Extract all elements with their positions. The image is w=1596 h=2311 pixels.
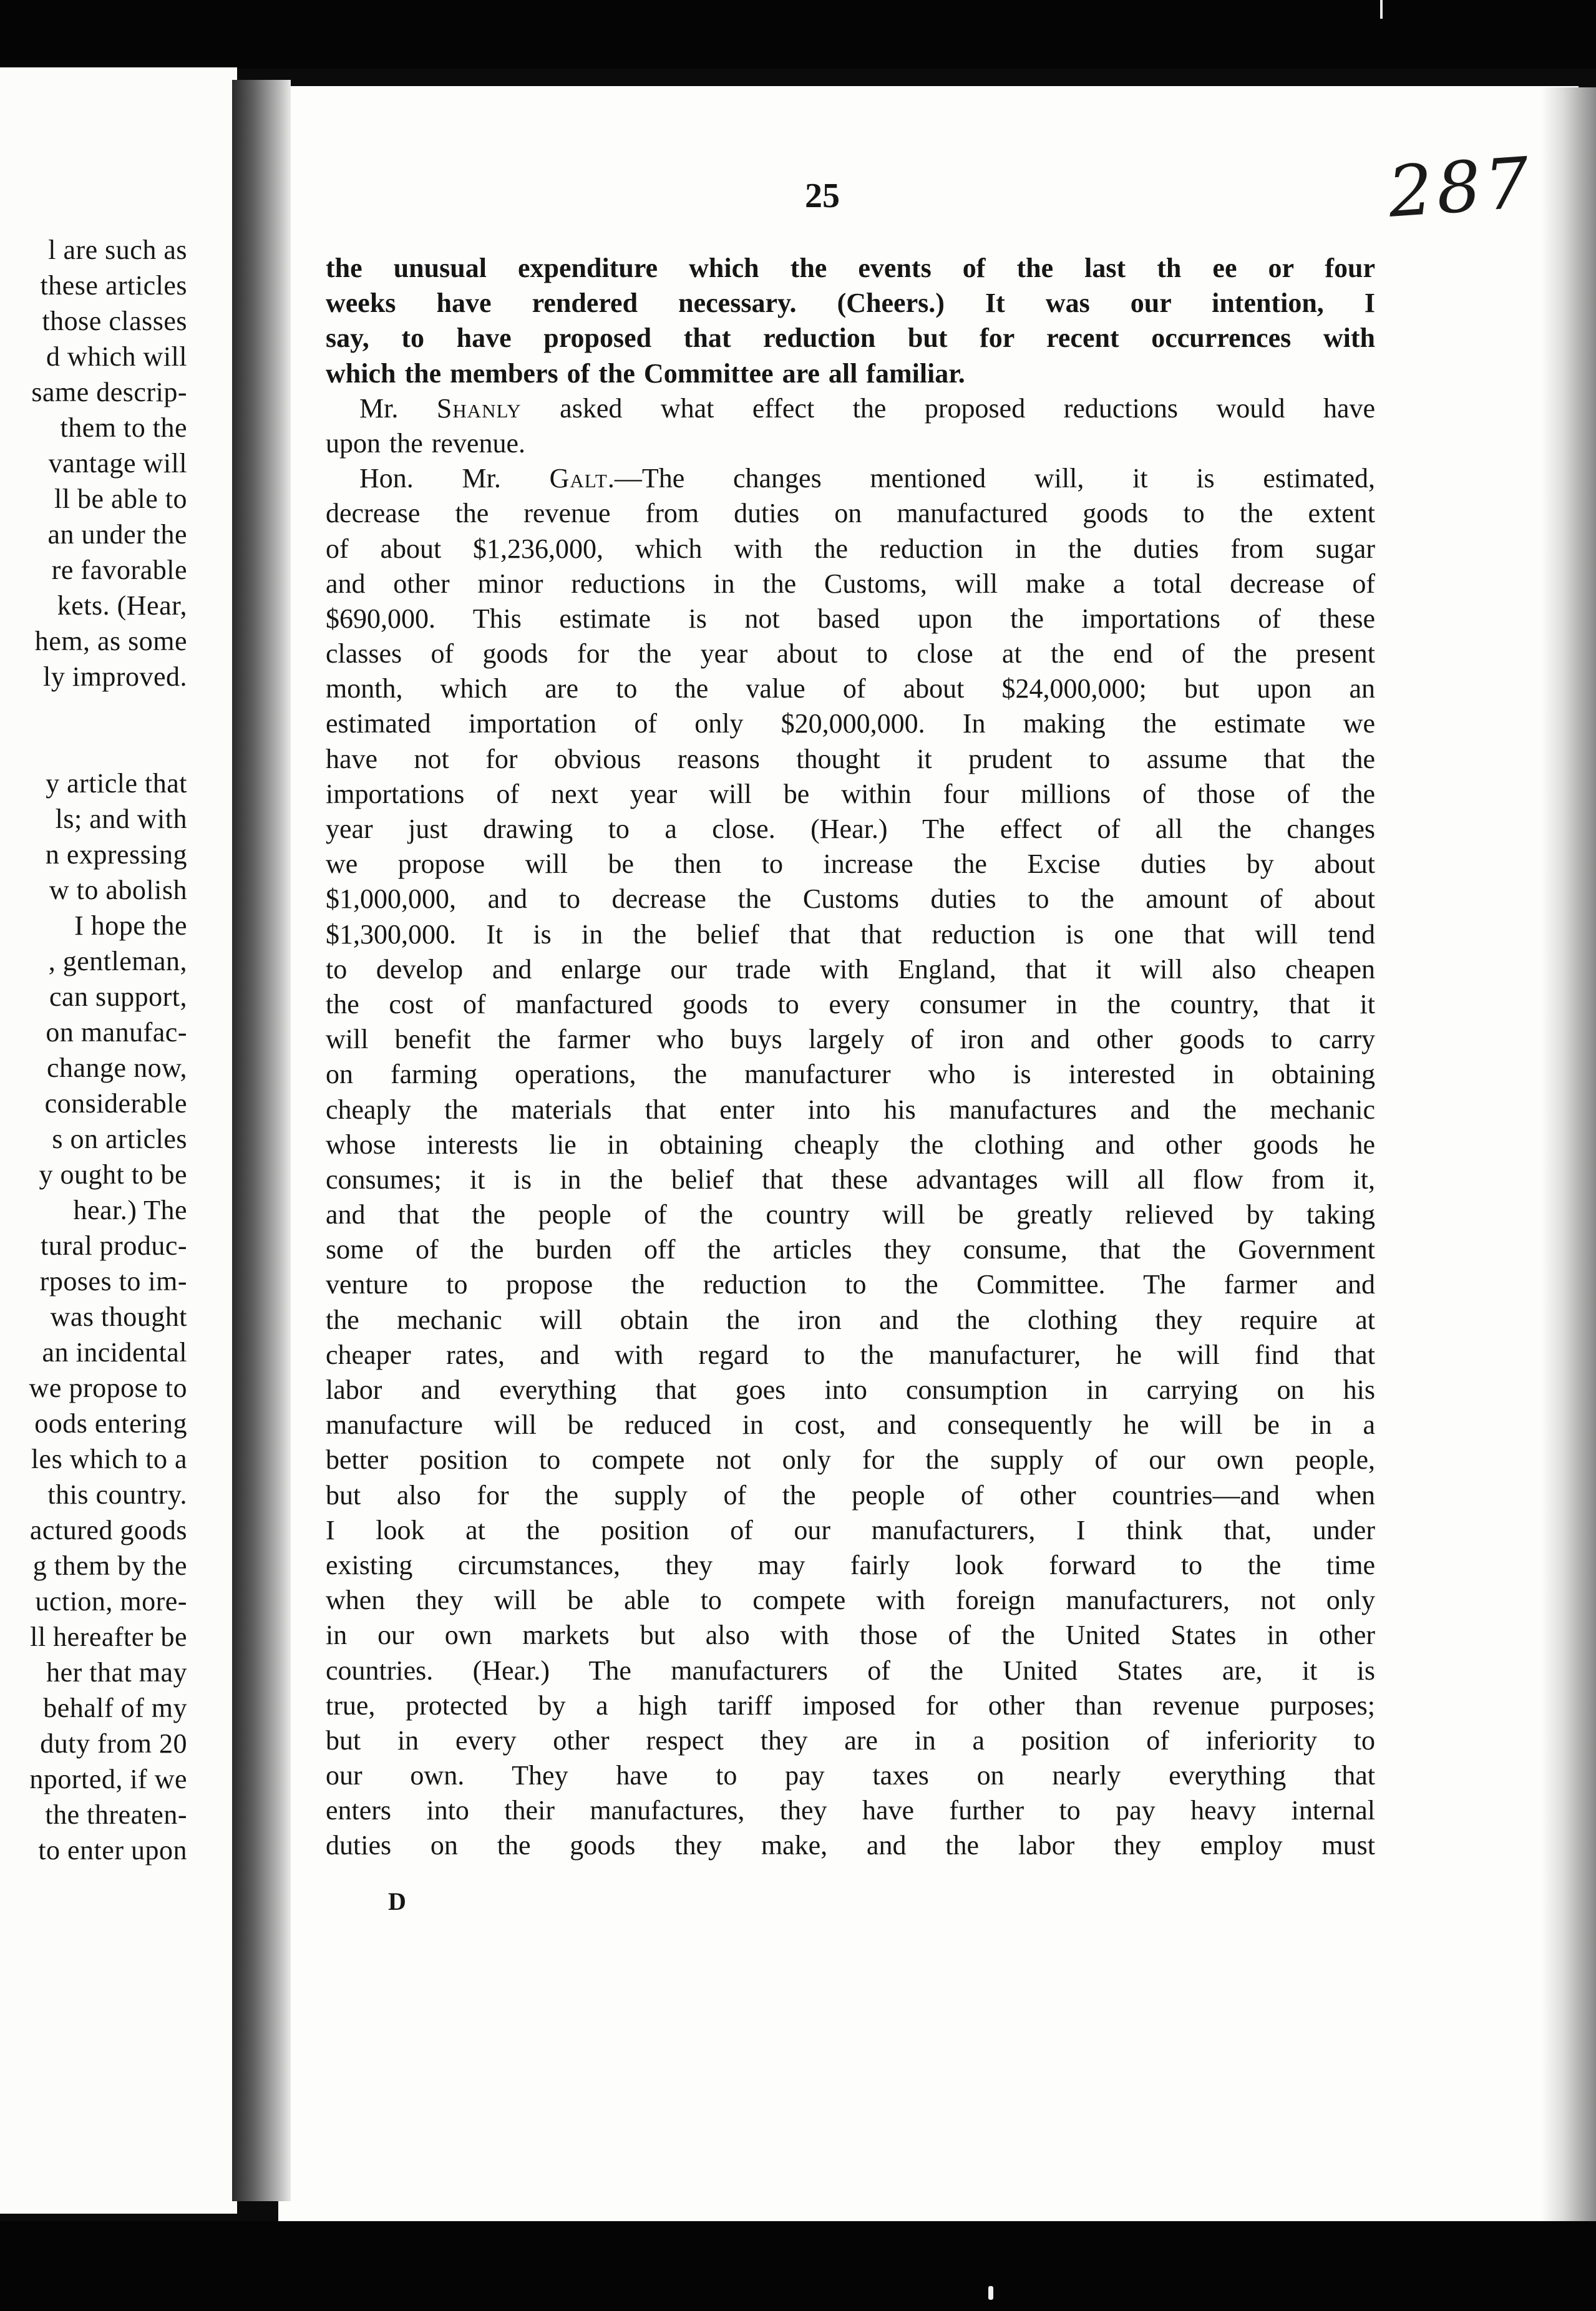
text-line: same descrip- <box>31 377 187 407</box>
text-line: to enter upon <box>38 1835 187 1866</box>
text-line: when they will be able to compete with foreign manufacturers, not only <box>326 1585 1375 1616</box>
text-line: change now, <box>46 1053 187 1083</box>
text-line: better position to compete not only for the supply of our own people, <box>326 1444 1375 1476</box>
text-line: w to abolish <box>49 875 187 905</box>
text-line: venture to propose the reduction to the Committee. The farmer and <box>326 1269 1375 1300</box>
text-line: re favorable <box>51 555 187 585</box>
text-line: l are such as <box>48 235 187 265</box>
text-line: was thought <box>50 1301 187 1332</box>
text-line: y ought to be <box>39 1159 187 1190</box>
text-line: those classes <box>42 306 187 336</box>
text-line: n expressing <box>45 839 187 870</box>
text-line: $1,000,000, and to decrease the Customs duties to the amount of about <box>326 883 1375 915</box>
text-line: decrease the revenue from duties on manufactured goods to the extent <box>326 498 1375 529</box>
text-line: nported, if we <box>29 1764 187 1794</box>
text-line: actured goods <box>29 1515 187 1545</box>
text-line: to develop and enlarge our trade with England, that it will also cheapen <box>326 953 1375 985</box>
text-line: this country. <box>47 1479 187 1510</box>
text-line: on manufac- <box>46 1017 187 1048</box>
text-line: I hope the <box>74 910 187 941</box>
text-line: tural produc- <box>41 1230 187 1261</box>
text-line: can support, <box>49 981 187 1012</box>
text-line: ls; and with <box>55 804 187 834</box>
text-line: uction, more- <box>35 1586 187 1617</box>
text-line: , gentleman, <box>48 946 187 976</box>
text-line: classes of goods for the year about to close at the end of the present <box>326 638 1375 669</box>
text-line: these articles <box>40 270 187 301</box>
text-line: weeks have rendered necessary. (Cheers.) It was our intention, I <box>326 288 1375 319</box>
text-line: true, protected by a high tariff imposed for other than revenue purposes; <box>326 1690 1375 1721</box>
speaker-name: Shanly <box>436 392 522 424</box>
text-line: which the members of the Committee are all familiar. <box>326 358 965 389</box>
text-line <box>0 730 187 766</box>
text-line: the unusual expenditure which the events of the last th ee or four <box>326 253 1375 283</box>
text-line: hem, as some <box>34 626 187 656</box>
text-line: d which will <box>46 341 187 372</box>
scan-speck <box>1380 0 1383 19</box>
text-line: Hon. Mr. Galt.—The changes mentioned will, it is estimated, <box>359 463 1375 494</box>
text-line: existing circumstances, they may fairly look forward to the time <box>326 1549 1375 1580</box>
text-line: les which to a <box>31 1444 187 1474</box>
text-line: labor and everything that goes into consumption in carrying on his <box>326 1374 1375 1405</box>
text-line: s on articles <box>52 1124 187 1154</box>
text-line: upon the revenue. <box>326 427 525 459</box>
page-edge-shadow <box>1541 87 1596 2227</box>
text-line: say, to have proposed that reduction but for recent occurrences with <box>326 323 1375 354</box>
text-line: ll be able to <box>54 484 187 514</box>
text-line: ll hereafter be <box>30 1622 187 1652</box>
text-line: of about $1,236,000, which with the reduction in the duties from sugar <box>326 533 1375 564</box>
text-line: kets. (Hear, <box>57 590 187 621</box>
text-line: duty from 20 <box>40 1728 187 1759</box>
scan-border-bottom <box>0 2221 1596 2311</box>
main-text-column <box>326 251 1375 1864</box>
text-line: some of the burden off the articles they consume, that the Government <box>326 1234 1375 1265</box>
text-line: the threaten- <box>45 1799 187 1830</box>
text-line: hear.) The <box>73 1195 187 1225</box>
text-line: the cost of manfactured goods to every consumer in the country, that it <box>326 988 1375 1019</box>
left-page-text <box>0 232 187 1868</box>
text-line: we propose to <box>29 1373 187 1403</box>
text-line: ly improved. <box>43 661 187 692</box>
text-line: an under the <box>47 519 187 550</box>
text-line: behalf of my <box>43 1693 187 1723</box>
text-line: but also for the supply of the people of other countries—and when <box>326 1479 1375 1511</box>
text-line: them to the <box>60 412 187 443</box>
text-line: our own. They have to pay taxes on nearly everything that <box>326 1760 1375 1791</box>
text-line: cheaper rates, and with regard to the manufacturer, he will find that <box>326 1339 1375 1370</box>
text-line: $1,300,000. It is in the belief that that reduction is one that will tend <box>326 918 1375 950</box>
handwritten-folio-number: 287 <box>1385 142 1536 233</box>
text-line: I look at the position of our manufacturers, I think that, under <box>326 1514 1375 1545</box>
text-line: $690,000. This estimate is not based upon the importations of these <box>326 603 1375 634</box>
page-number: 25 <box>805 177 840 215</box>
text-line: cheaply the materials that enter into his manufactures and the mechanic <box>326 1094 1375 1125</box>
text-line: duties on the goods they make, and the labor they employ must <box>326 1830 1375 1861</box>
text-line: consumes; it is in the belief that these advantages will all flow from it, <box>326 1164 1375 1195</box>
text-line: month, which are to the value of about $24,000,000; but upon an <box>326 673 1375 704</box>
text-line: vantage will <box>48 448 187 479</box>
text-line: year just drawing to a close. (Hear.) The effect of all the changes <box>326 814 1375 844</box>
text-line: Mr. Shanly asked what effect the proposed reductions would have <box>359 392 1375 424</box>
text-line: manufacture will be reduced in cost, and consequently he will be in a <box>326 1409 1375 1441</box>
text-line: but in every other respect they are in a position of inferiority to <box>326 1725 1375 1756</box>
text-line: whose interests lie in obtaining cheaply the clothing and other goods he <box>326 1129 1375 1160</box>
text-line: the mechanic will obtain the iron and the clothing they require at <box>326 1304 1375 1335</box>
text-line: importations of next year will be within four millions of those of the <box>326 778 1375 809</box>
book-gutter <box>232 80 291 2201</box>
text-line: countries. (Hear.) The manufacturers of the United States are, it is <box>326 1655 1375 1686</box>
text-line: will benefit the farmer who buys largely of iron and other goods to carry <box>326 1024 1375 1055</box>
text-line: considerable <box>44 1088 187 1119</box>
scan-border-top <box>0 0 1596 69</box>
text-line <box>0 694 187 730</box>
speaker-name: Galt <box>549 463 608 494</box>
text-line: her that may <box>46 1657 187 1688</box>
text-line: y article that <box>46 768 187 799</box>
text-line: estimated importation of only $20,000,000. In making the estimate we <box>326 708 1375 739</box>
printer-signature-mark: D <box>388 1887 406 1915</box>
text-line: rposes to im- <box>39 1266 187 1297</box>
text-line: an incidental <box>42 1337 187 1368</box>
text-line: oods entering <box>34 1408 187 1439</box>
text-line: have not for obvious reasons thought it prudent to assume that the <box>326 743 1375 774</box>
text-line: on farming operations, the manufacturer who is interested in obtaining <box>326 1059 1375 1090</box>
text-line: we propose will be then to increase the Excise duties by about <box>326 849 1375 880</box>
text-line: in our own markets but also with those of the United States in other <box>326 1620 1375 1651</box>
scan-speck <box>988 2286 993 2300</box>
text-line: g them by the <box>32 1550 187 1581</box>
text-line: and other minor reductions in the Customs, will make a total decrease of <box>326 568 1375 599</box>
text-line: and that the people of the country will be greatly relieved by taking <box>326 1199 1375 1230</box>
text-line: enters into their manufactures, they have further to pay heavy internal <box>326 1795 1375 1826</box>
